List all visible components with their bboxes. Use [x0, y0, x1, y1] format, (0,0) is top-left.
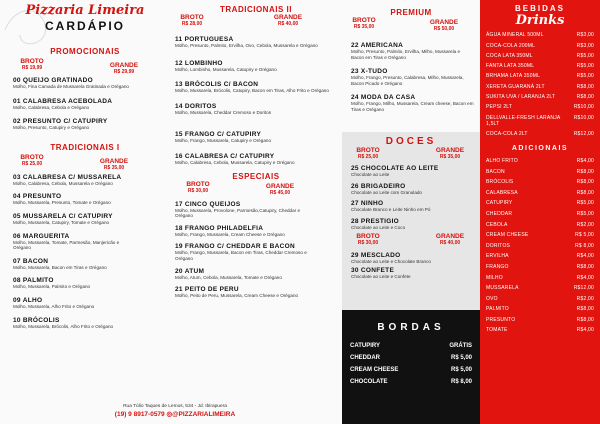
size-label: BROTO	[20, 153, 44, 161]
row-price: R$4,00	[576, 327, 594, 334]
item-name: 00 QUEIJO GRATINADO	[13, 77, 93, 84]
item-desc: Molho, Frango, Mussarela, Bacon em Tiras, Cheddar Cremoso e Orégano	[175, 250, 307, 261]
row-price: R$4,00	[576, 157, 594, 164]
row-name: DELLVALLE-FRESH LARANJA 1,5LT	[486, 114, 561, 127]
row-price: R$8,00	[576, 94, 594, 101]
menu-item	[175, 103, 335, 116]
row-name: CATUPIRY	[486, 200, 513, 207]
size-price: R$ 40,00	[277, 21, 299, 27]
border-price: GRÁTIS	[449, 343, 472, 349]
price-row	[480, 94, 600, 100]
item-desc: Molho, Calabresa, Cebola, Mussarela, Catupiry e Orégano	[175, 159, 295, 165]
menu-item	[351, 200, 480, 213]
menu-item	[13, 317, 170, 330]
border-row	[342, 355, 480, 361]
section-title-tradicionais-2: TRADICIONAIS II	[220, 5, 292, 14]
item-name: 12 LOMBINHO	[175, 59, 223, 67]
row-name: XERETA GUARANÁ 2LT	[486, 83, 545, 90]
border-row	[342, 379, 480, 385]
item-name: 09 ALHO	[13, 296, 43, 304]
size-price: R$ 29,99	[113, 69, 135, 75]
price-row	[480, 211, 600, 217]
menu-item	[175, 153, 335, 166]
price-row	[480, 275, 600, 281]
size-label: BROTO	[20, 58, 44, 65]
bordas-panel	[342, 310, 480, 424]
item-name: 07 BACON	[13, 257, 49, 265]
size-label: GRANDE	[435, 147, 465, 154]
menu-item	[351, 267, 480, 280]
row-price: R$4,00	[576, 274, 594, 281]
item-desc: Molho, Presunto, Palmito, Ervilha, Ovo, Cebola, Mussarela e Orégano	[175, 43, 318, 48]
size-price: R$ 45,00	[269, 189, 291, 196]
row-name: FRANGO	[486, 263, 509, 270]
item-desc: Molho, Frango, Milho, Mussarela, Cream cheese, Bacon em Tiras e Orégano	[351, 101, 474, 112]
phone: (19) 9 8917-0579	[114, 411, 165, 418]
border-name: CHOCOLATE	[350, 379, 388, 385]
price-header-promocionais	[0, 56, 170, 74]
row-name: ERVILHA	[486, 253, 509, 260]
menu-heading: CARDÁPIO	[44, 19, 125, 33]
item-name: 02 PRESUNTO C/ CATUPIRY	[13, 118, 108, 126]
item-name: 17 CINCO QUEIJOS	[175, 200, 241, 208]
price-row	[480, 43, 600, 49]
row-name: OVO	[486, 295, 498, 302]
instagram-icon: ◎	[166, 411, 173, 418]
menu-item	[351, 183, 480, 196]
price-row	[480, 53, 600, 59]
section-title-tradicionais-1: TRADICIONAIS I	[50, 142, 120, 152]
row-price: R$2,00	[576, 221, 594, 228]
border-price: R$ 5,00	[450, 355, 472, 361]
section-title-especiais: ESPECIAIS	[232, 171, 280, 181]
price-header-doces-2	[342, 233, 480, 249]
row-name: CREAM CHEESE	[486, 232, 529, 239]
price-row	[480, 169, 600, 175]
size-price: R$ 50,00	[433, 26, 455, 32]
row-name: COCA-COLA 200ML	[486, 42, 536, 49]
item-desc: Molho, Mussarela, Palmito e Orégano	[13, 284, 91, 290]
item-desc: Molho, Presunto, Palmito, Ervilha, Milho, Mussarela e Bacon em Tiras e Orégano	[351, 49, 461, 60]
adicionais-list	[480, 158, 600, 334]
menu-item	[175, 268, 335, 281]
row-price: R$ 5,00	[575, 232, 594, 239]
item-name: 30 CONFETE	[351, 266, 395, 274]
size-price: R$ 25,00	[21, 160, 43, 167]
row-price: R$3,00	[576, 42, 594, 49]
menu-item	[13, 98, 170, 111]
size-price: R$ 25,00	[357, 154, 379, 160]
drinks-column	[480, 0, 600, 424]
row-price: R$8,00	[576, 306, 594, 313]
menu-item	[13, 277, 170, 290]
row-price: R$3,00	[576, 32, 594, 39]
row-price: R$8,00	[576, 83, 594, 90]
item-name: 03 CALABRESA C/ MUSSARELA	[13, 173, 122, 181]
row-name: FANTA LATA 350ML	[486, 63, 535, 70]
contact-line	[80, 410, 270, 418]
row-price: R$8,00	[576, 168, 594, 175]
price-row	[480, 104, 600, 110]
item-desc: Molho, Mussarela, Cheddar Cremoso e Doritos	[175, 109, 271, 115]
item-desc: Molho, Mussarela, Presunto, Tomate e Orégano	[13, 200, 111, 206]
size-price: R$ 35,00	[353, 24, 375, 30]
item-desc: Molho, Calabresa, Cebola e Orégano	[13, 104, 90, 110]
menu-item	[175, 243, 335, 261]
item-name: 19 FRANGO C/ CHEDDAR E BACON	[175, 243, 295, 251]
menu-item	[13, 297, 170, 310]
size-label: GRANDE	[109, 62, 139, 69]
menu-item	[351, 218, 480, 231]
address: Rua Túlio Taques de Lemos, 534 - Jd. Ibirapuera	[123, 404, 227, 409]
price-row	[480, 253, 600, 259]
row-price: R$12,00	[573, 130, 594, 137]
size-price: R$ 35,00	[439, 154, 461, 160]
adicionais-title: ADICIONAIS	[511, 144, 569, 152]
price-row	[480, 222, 600, 228]
row-name: ALHO FRITO	[486, 157, 518, 164]
price-header-tradicionais-2	[170, 14, 342, 34]
row-price: R$2,00	[576, 295, 594, 302]
row-price: R$10,00	[573, 114, 594, 121]
row-name: BRHAMA LATA 350ML	[486, 73, 541, 80]
item-desc: Molho, Mussarela, Bacon em Tiras e Orégano	[13, 264, 107, 270]
item-name: 05 MUSSARELA C/ CATUPIRY	[13, 212, 113, 220]
price-row	[480, 32, 600, 38]
item-name: 24 MODA DA CASA	[351, 94, 416, 102]
menu-item	[175, 201, 335, 219]
item-desc: Molho, Presunto, Catupiry e Orégano	[13, 125, 90, 131]
row-price: R$4,00	[576, 253, 594, 260]
row-name: PRESUNTO	[486, 316, 516, 323]
row-price: R$5,00	[576, 52, 594, 59]
item-desc: Chocolate Branco e Leite Ninho em Pó	[351, 207, 431, 213]
item-name: 01 CALABRESA ACEBOLADA	[13, 97, 113, 105]
size-price: R$ 40,00	[439, 240, 461, 247]
price-header-tradicionais-1	[0, 152, 170, 170]
brand-logo: Pizzaria Limeira	[25, 3, 145, 18]
border-name: CREAM CHEESE	[350, 367, 399, 373]
column-2	[170, 0, 342, 299]
section-title-bordas: BORDAS	[377, 322, 445, 333]
item-name: 27 NINHO	[351, 200, 384, 208]
instagram-handle: @PIZZARIALIMEIRA	[172, 411, 236, 418]
price-row	[480, 179, 600, 185]
item-desc: Molho, Frango, Presunto, Calabresa, Milho, Mussarela, Bacon Picado e Orégano	[351, 75, 464, 86]
item-desc: Molho, Mussarela, Alho Frito e Orégano	[13, 303, 95, 309]
item-name: 23 X-TUDO	[351, 68, 388, 76]
price-row	[480, 84, 600, 90]
menu-item	[351, 165, 480, 178]
price-header-doces	[342, 147, 480, 163]
item-desc: Molho, Mussarela, Catupiry, Tomate e Orégano	[13, 219, 110, 225]
size-label: GRANDE	[99, 157, 129, 165]
menu-item	[351, 252, 480, 265]
item-name: 16 CALABRESA C/ CATUPIRY	[175, 152, 275, 160]
column-3	[342, 0, 480, 113]
bebidas-title: BEBIDAS	[514, 4, 565, 13]
item-name: 28 PRESTIGIO	[351, 217, 400, 225]
row-name: CEBOLA	[486, 221, 508, 228]
menu-item	[175, 36, 335, 49]
border-name: CHEDDAR	[350, 355, 380, 361]
menu-item	[13, 174, 170, 187]
size-label: GRANDE	[429, 19, 459, 26]
price-row	[480, 115, 600, 127]
menu-item	[13, 193, 170, 206]
item-desc: Molho, Calabresa, Cebola, Mussarela e Orégano	[13, 180, 113, 186]
item-desc: Molho, Lombinho, Mussarela, Catupiry e Orégano	[175, 66, 277, 72]
item-desc: Molho, Mussarela, Brócolis, Alho Frito e Orégano	[13, 323, 114, 329]
row-price: R$5,00	[576, 200, 594, 207]
border-price: R$ 8,00	[450, 379, 472, 385]
row-price: R$8,00	[576, 189, 594, 196]
size-label: BROTO	[356, 233, 380, 241]
row-price: R$ 8,00	[575, 242, 594, 249]
row-name: CALABRESA	[486, 189, 518, 196]
item-desc: Chocolate ao Leite e Chocolate Branco	[351, 259, 431, 265]
row-price: R$5,00	[576, 210, 594, 217]
size-label: GRANDE	[265, 182, 295, 190]
item-name: 04 PRESUNTO	[13, 193, 62, 201]
item-desc: Molho, Peito de Peru, Mussarela, Cream Cheese e Orégano	[175, 293, 299, 299]
price-header-premium	[342, 17, 480, 35]
row-name: PEPSI 2LT	[486, 104, 513, 111]
item-name: 14 DORITOS	[175, 102, 217, 110]
item-name: 08 PALMITO	[13, 277, 54, 285]
price-row	[480, 63, 600, 69]
row-price: R$5,00	[576, 73, 594, 80]
price-row	[480, 131, 600, 137]
item-desc: Chocolate ao Leite	[351, 172, 390, 177]
row-name: DORITOS	[486, 242, 511, 249]
menu-item	[13, 213, 170, 226]
price-row	[480, 73, 600, 79]
menu-item	[13, 233, 170, 251]
size-price: R$ 30,00	[357, 240, 379, 247]
price-header-especiais	[170, 181, 342, 198]
item-name: 10 BRÓCOLIS	[13, 316, 60, 324]
row-name: MUSSARELA	[486, 285, 519, 292]
menu-item	[351, 42, 474, 60]
row-price: R$8,00	[576, 179, 594, 186]
size-label: BROTO	[356, 147, 380, 154]
drinks-script-title: Drinks	[515, 13, 565, 28]
price-row	[480, 264, 600, 270]
row-name: SUKITA UVA / LARANJA 2LT	[486, 94, 556, 101]
price-row	[480, 232, 600, 238]
row-name: PALMITO	[486, 306, 509, 313]
price-row	[480, 158, 600, 164]
menu-item	[175, 286, 335, 299]
row-name: MILHO	[486, 274, 503, 281]
border-row	[342, 343, 480, 349]
row-name: ÁGUA MINERAL 500ML	[486, 32, 544, 39]
menu-item	[175, 131, 335, 144]
row-price: R$8,00	[576, 263, 594, 270]
item-desc: Chocolate ao Leite e Coco	[351, 224, 406, 230]
menu-item	[175, 225, 335, 238]
footer	[80, 404, 270, 418]
menu-item	[13, 258, 170, 271]
item-desc: Molho, Mussarela, Brócolis, Catupiry, Bacon em Tiras, Alho Frito e Orégano	[175, 88, 329, 94]
menu-item	[351, 94, 474, 112]
row-price: R$8,00	[576, 316, 594, 323]
row-name: COCA-COLA 2LT	[486, 130, 528, 137]
item-desc: Molho, Frango, Mussarela, Catupiry e Orégano	[175, 138, 272, 144]
border-price: R$ 5,00	[450, 367, 472, 373]
section-title-premium: PREMIUM	[390, 8, 432, 17]
item-name: 13 BRÓCOLIS C/ BACON	[175, 81, 259, 89]
row-price: R$10,00	[573, 104, 594, 111]
size-label: BROTO	[186, 180, 210, 188]
item-desc: Molho, Fina Camada de Mussarela Gratinada e Orégano	[13, 84, 129, 89]
item-desc: Molho, Frango, Mussarela, Cream Cheese e Orégano	[175, 231, 285, 237]
price-row	[480, 243, 600, 249]
size-label: BROTO	[352, 17, 376, 24]
item-name: 15 FRANGO C/ CATUPIRY	[175, 131, 262, 139]
section-title-promocionais: PROMOCIONAIS	[50, 47, 120, 56]
menu-item	[351, 68, 474, 86]
column-1	[0, 0, 170, 329]
size-price: R$ 30,00	[187, 187, 209, 194]
item-name: 29 MESCLADO	[351, 252, 401, 260]
menu-item	[13, 77, 170, 90]
size-label: GRANDE	[435, 233, 465, 241]
item-desc: Molho, Atum, Cebola, Mussarela, Tomate e Orégano	[175, 274, 282, 280]
item-name: 22 AMERICANA	[351, 42, 404, 49]
price-row	[480, 306, 600, 312]
item-name: 18 FRANGO PHILADELFIA	[175, 224, 264, 232]
item-desc: Molho, Mussarela, Tomate, Parmesão, Manjericão e Orégano	[13, 239, 120, 251]
item-name: 11 PORTUGUESA	[175, 36, 234, 43]
row-price: R$12,00	[573, 285, 594, 292]
size-label: BROTO	[180, 14, 204, 21]
item-name: 06 MARGUERITA	[13, 232, 70, 240]
item-desc: Molho, Mussarela, Provolone, Parmesão,Catupiry, Cheddar e Orégano	[175, 207, 301, 219]
item-name: 26 BRIGADEIRO	[351, 182, 406, 190]
border-name: CATUPIRY	[350, 343, 380, 349]
doces-panel	[342, 132, 480, 310]
row-name: TOMATE	[486, 327, 508, 334]
size-price: R$ 35,00	[103, 164, 125, 171]
row-price: R$5,00	[576, 63, 594, 70]
price-row	[480, 190, 600, 196]
row-name: BRÓCOLIS	[486, 179, 514, 186]
price-row	[480, 200, 600, 206]
row-name: BACON	[486, 168, 505, 175]
item-name: 25 CHOCOLATE AO LEITE	[351, 165, 439, 172]
price-row	[480, 317, 600, 323]
menu-item	[175, 81, 335, 94]
price-row	[480, 296, 600, 302]
price-row	[480, 327, 600, 333]
item-desc: Chocolate ao Leite e Confete	[351, 273, 411, 279]
size-price: R$ 19,99	[21, 65, 43, 71]
row-name: CHEDDAR	[486, 210, 513, 217]
border-row	[342, 367, 480, 373]
section-title-doces: DOCES	[385, 136, 437, 147]
row-name: COCA LATA 350ML	[486, 52, 533, 59]
price-row	[480, 285, 600, 291]
item-name: 20 ATUM	[175, 267, 205, 275]
size-price: R$ 28,00	[181, 21, 203, 27]
item-desc: Chocolate ao Leite com Granulado	[351, 189, 422, 195]
menu-item	[13, 118, 170, 131]
item-name: 21 PEITO DE PERU	[175, 286, 239, 294]
size-label: GRANDE	[273, 14, 303, 21]
menu-item	[175, 60, 335, 73]
drink-list	[480, 32, 600, 137]
